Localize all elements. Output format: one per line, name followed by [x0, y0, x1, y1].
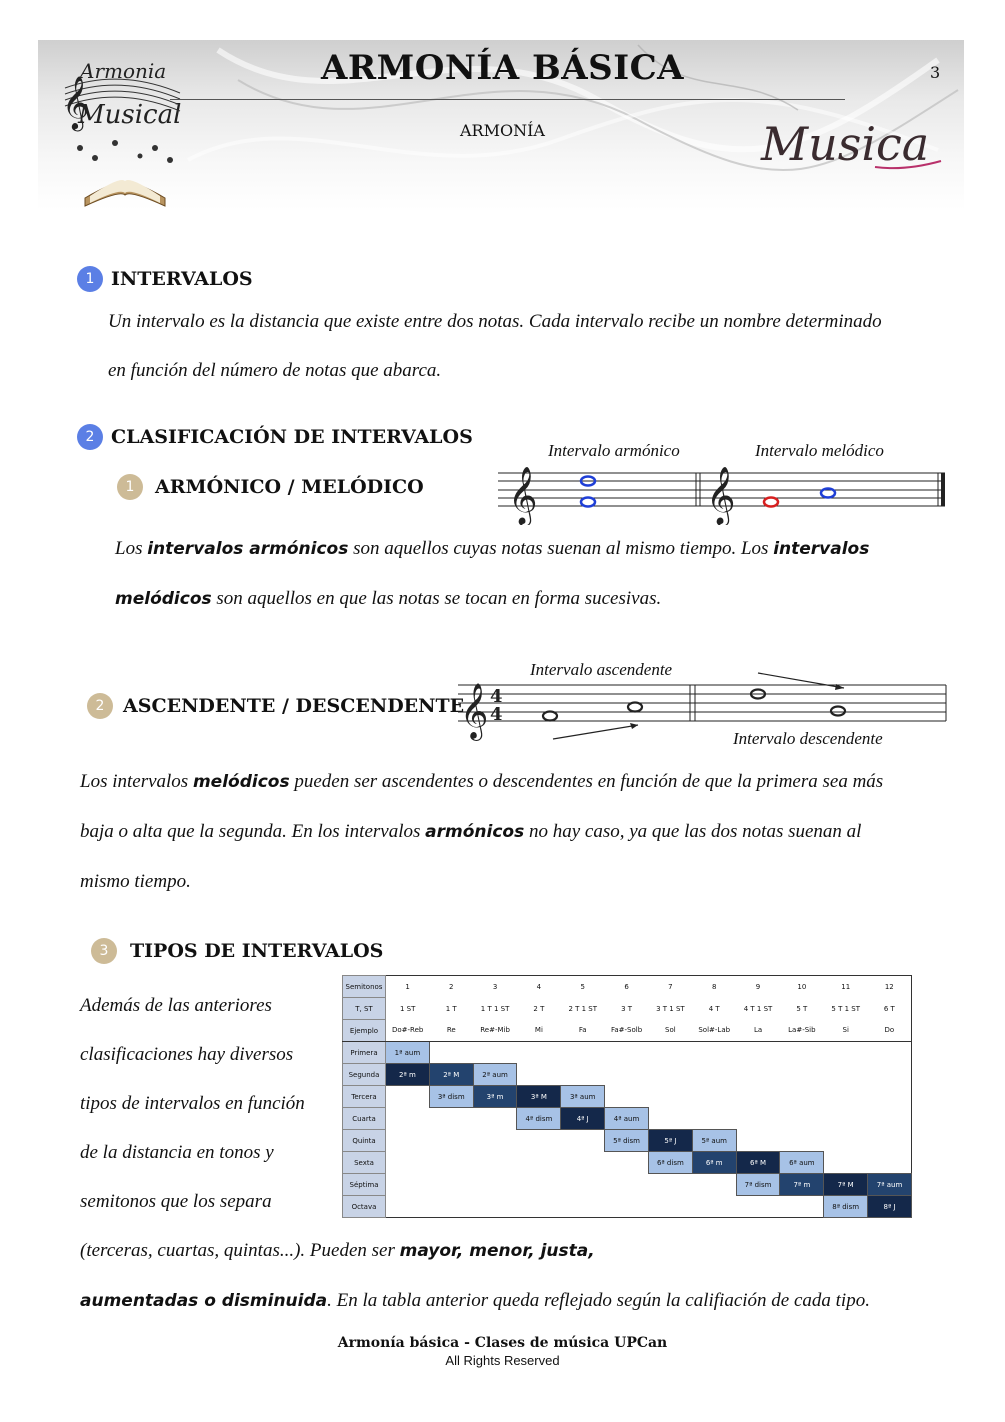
row-header: Cuarta [343, 1108, 386, 1130]
table-cell: 12 [884, 982, 894, 991]
empty-cell [561, 1152, 605, 1174]
note-red [764, 498, 778, 507]
table-row [343, 1174, 912, 1196]
empty-cell [561, 1174, 605, 1196]
empty-cell [824, 1042, 868, 1064]
ascending-arrow [553, 725, 638, 739]
empty-cell [780, 1196, 824, 1218]
svg-text:Musical: Musical [78, 100, 182, 130]
empty-cell [386, 1152, 430, 1174]
time-signature-bottom: 4 [490, 704, 503, 725]
empty-cell [605, 1042, 649, 1064]
empty-cell [736, 1064, 780, 1086]
table-cell: Fa#-Solb [605, 1020, 649, 1042]
empty-cell [692, 1108, 736, 1130]
table-row [343, 998, 912, 1020]
section-1-line-1: Un intervalo es la distancia que existe entre dos notas. Cada intervalo recibe un nombre determinado [108, 311, 882, 332]
empty-cell [648, 1108, 692, 1130]
section-heading-clasificacion: CLASIFICACIÓN DE INTERVALOS [111, 426, 473, 448]
footer-title: Armonía básica - Clases de música UPCan [337, 1335, 668, 1351]
row-header: Sexta [343, 1152, 386, 1174]
table-cell: 1 T [445, 1004, 457, 1013]
subsection-3-text-bottom: (terceras, cuartas, quintas...). Pueden ser mayor, menor, justa, aumentadas o disminuida. En la tabla anterior queda reflejado según la califiación de cada tipo. [80, 1240, 870, 1311]
interval-cell: 2ª m [386, 1064, 430, 1086]
interval-cell: 3ª M [517, 1086, 561, 1108]
interval-cell: 7ª aum [868, 1174, 912, 1196]
table-cell: Re#-Mib [473, 1020, 517, 1042]
interval-cell: 6ª aum [780, 1152, 824, 1174]
row-header: Séptima [343, 1174, 386, 1196]
interval-cell: 4ª J [561, 1108, 605, 1130]
interval-types-table [342, 975, 912, 1218]
table-cell: La [736, 1020, 780, 1042]
empty-cell [429, 1152, 473, 1174]
interval-cell: 7ª M [824, 1174, 868, 1196]
subsection-number-1: 1 [117, 474, 143, 500]
interval-cell: 7ª m [780, 1174, 824, 1196]
empty-cell [386, 1086, 430, 1108]
note-whole [831, 707, 845, 716]
section-1-text [108, 297, 968, 395]
empty-cell [868, 1108, 912, 1130]
row-header: Ejemplo [343, 1020, 386, 1042]
row-header: Segunda [343, 1064, 386, 1086]
interval-cell: 7ª dism [736, 1174, 780, 1196]
treble-clef-icon: 𝄞 [706, 466, 736, 524]
svg-text:𝄞: 𝄞 [62, 75, 90, 129]
empty-cell [868, 1042, 912, 1064]
empty-cell [473, 1174, 517, 1196]
subsection-number-2: 2 [87, 693, 113, 719]
empty-cell [429, 1042, 473, 1064]
empty-cell [824, 1130, 868, 1152]
empty-cell [868, 1152, 912, 1174]
table-cell: Do#-Reb [386, 1020, 430, 1042]
empty-cell [517, 1042, 561, 1064]
table-cell: 1 T 1 ST [480, 1004, 510, 1013]
table-cell: 6 [624, 982, 629, 991]
treble-clef-icon: 𝄞 [508, 466, 538, 524]
empty-cell [692, 1042, 736, 1064]
empty-cell [429, 1108, 473, 1130]
row-header: Octava [343, 1196, 386, 1218]
empty-cell [517, 1064, 561, 1086]
empty-cell [429, 1174, 473, 1196]
subsection-1-text: Los intervalos armónicos son aquellos cuyas notas suenan al mismo tiempo. Los intervalos melódicos son aquellos en que las notas se tocan en forma sucesivas. [115, 538, 870, 609]
empty-cell [692, 1174, 736, 1196]
empty-cell [605, 1064, 649, 1086]
table-cell: 8 [711, 982, 717, 991]
interval-cell: 5ª J [648, 1130, 692, 1152]
interval-cell: 3ª aum [561, 1086, 605, 1108]
table-cell: 2 T [533, 1004, 545, 1013]
interval-cell: 6ª m [692, 1152, 736, 1174]
empty-cell [736, 1042, 780, 1064]
empty-cell [605, 1196, 649, 1218]
interval-cell: 6ª M [736, 1152, 780, 1174]
interval-cell: 8ª J [868, 1196, 912, 1218]
table-row [343, 976, 912, 998]
interval-cell: 3ª m [473, 1086, 517, 1108]
table-row [343, 1064, 912, 1086]
empty-cell [473, 1130, 517, 1152]
empty-cell [736, 1108, 780, 1130]
table-row [343, 1020, 912, 1042]
row-header: T, ST [343, 998, 386, 1020]
section-number-1: 1 [77, 266, 103, 292]
empty-cell [386, 1108, 430, 1130]
interval-cell: 5ª aum [692, 1130, 736, 1152]
empty-cell [561, 1064, 605, 1086]
empty-cell [868, 1130, 912, 1152]
note-blue [581, 498, 595, 507]
label-intervalo-melodico: Intervalo melódico [755, 441, 884, 460]
table-cell: Sol#-Lab [692, 1020, 736, 1042]
row-header: Primera [343, 1042, 386, 1064]
empty-cell [868, 1064, 912, 1086]
table-cell: 2 [449, 982, 454, 991]
table-cell: La#-Sib [780, 1020, 824, 1042]
empty-cell [517, 1152, 561, 1174]
table-cell: 4 T [708, 1004, 720, 1013]
subsection-3-text-left: Además de las anteriores clasificaciones hay diversos tipos de intervalos en función de la distancia en tonos y semitonos que los separa [80, 995, 305, 1212]
row-header: Tercera [343, 1086, 386, 1108]
section-number-2: 2 [77, 424, 103, 450]
table-cell: Do [868, 1020, 912, 1042]
treble-clef-icon: 𝄞 [460, 683, 489, 739]
empty-cell [824, 1108, 868, 1130]
empty-cell [386, 1196, 430, 1218]
note-whole [543, 712, 557, 721]
page-number: 3 [930, 63, 941, 82]
musica-brand-logo [755, 105, 945, 175]
table-cell: Si [824, 1020, 868, 1042]
empty-cell [386, 1130, 430, 1152]
table-row [343, 1130, 912, 1152]
table-cell: 3 [492, 982, 498, 991]
interval-cell: 6ª dism [648, 1152, 692, 1174]
empty-cell [648, 1174, 692, 1196]
interval-cell: 4ª aum [605, 1108, 649, 1130]
empty-cell [780, 1108, 824, 1130]
empty-cell [473, 1108, 517, 1130]
interval-cell: 3ª dism [429, 1086, 473, 1108]
empty-cell [692, 1086, 736, 1108]
interval-cell: 8ª dism [824, 1196, 868, 1218]
table-cell: Re [429, 1020, 473, 1042]
label-intervalo-descendente: Intervalo descendente [733, 729, 883, 748]
note-whole [628, 703, 642, 712]
table-row [343, 1042, 912, 1064]
subsection-heading-ascendente-descendente: ASCENDENTE / DESCENDENTE [123, 695, 465, 717]
table-cell: Fa [561, 1020, 605, 1042]
label-intervalo-ascendente: Intervalo ascendente [530, 660, 673, 679]
empty-cell [736, 1086, 780, 1108]
interval-cell: 5ª dism [605, 1130, 649, 1152]
empty-cell [736, 1130, 780, 1152]
empty-cell [429, 1130, 473, 1152]
empty-cell [824, 1086, 868, 1108]
table-cell: 11 [841, 982, 851, 991]
empty-cell [605, 1086, 649, 1108]
subsection-heading-tipos: TIPOS DE INTERVALOS [130, 940, 384, 962]
empty-cell [780, 1086, 824, 1108]
page-subtitle: ARMONÍA [460, 121, 545, 140]
table-cell: 4 [536, 982, 542, 991]
empty-cell [473, 1042, 517, 1064]
empty-cell [473, 1196, 517, 1218]
empty-cell [517, 1174, 561, 1196]
table-row [343, 1108, 912, 1130]
label-intervalo-armonico: Intervalo armónico [548, 441, 680, 460]
page-title: ARMONÍA BÁSICA [320, 48, 685, 88]
row-header: Semitonos [343, 976, 386, 998]
svg-text:Musica: Musica [761, 117, 930, 171]
table-cell: 4 T 1 ST [743, 1004, 773, 1013]
empty-cell [386, 1174, 430, 1196]
table-cell: Sol [648, 1020, 692, 1042]
section-heading-intervalos: INTERVALOS [111, 268, 253, 290]
table-cell: 1 ST [399, 1004, 416, 1013]
empty-cell [648, 1086, 692, 1108]
empty-cell [824, 1064, 868, 1086]
empty-cell [605, 1152, 649, 1174]
table-cell: 9 [755, 982, 761, 991]
section-1-line-2: en función del número de notas que abarca. [108, 360, 442, 381]
empty-cell [473, 1152, 517, 1174]
table-cell: 3 T 1 ST [656, 1004, 685, 1013]
interval-cell: 4ª dism [517, 1108, 561, 1130]
table-cell: 7 [668, 982, 673, 991]
time-signature-top: 4 [490, 686, 503, 707]
empty-cell [824, 1152, 868, 1174]
table-cell: 6 T [883, 1004, 895, 1013]
table-cell: 5 [580, 982, 585, 991]
empty-cell [736, 1196, 780, 1218]
table-cell: 5 T 1 ST [831, 1004, 860, 1013]
svg-text:Armonia: Armonia [80, 59, 167, 83]
footer-rights: All Rights Reserved [445, 1353, 560, 1368]
table-cell: 1 [405, 982, 410, 991]
empty-cell [780, 1042, 824, 1064]
interval-cell: 2ª M [429, 1064, 473, 1086]
table-cell: 3 T [621, 1004, 633, 1013]
empty-cell [561, 1196, 605, 1218]
empty-cell [780, 1064, 824, 1086]
empty-cell [648, 1042, 692, 1064]
row-header: Quinta [343, 1130, 386, 1152]
staff-armonico-melodico [498, 445, 948, 525]
empty-cell [648, 1064, 692, 1086]
empty-cell [692, 1064, 736, 1086]
subsection-heading-armonico-melodico: ARMÓNICO / MELÓDICO [155, 476, 424, 498]
empty-cell [605, 1174, 649, 1196]
table-row [343, 1196, 912, 1218]
table-row [343, 1086, 912, 1108]
table-cell: 5 T [796, 1004, 808, 1013]
descending-arrow [758, 673, 844, 688]
subsection-2-text: Los intervalos melódicos pueden ser ascendentes o descendentes en función de que la primera sea más baja o alta que la segunda. En los intervalos armónicos no hay caso, ya que las dos notas suenan al mismo tiempo. [80, 771, 884, 892]
table-row [343, 1152, 912, 1174]
empty-cell [561, 1042, 605, 1064]
table-cell: Mi [517, 1020, 561, 1042]
empty-cell [517, 1196, 561, 1218]
empty-cell [780, 1130, 824, 1152]
subsection-number-3: 3 [91, 938, 117, 964]
interval-cell: 1ª aum [386, 1042, 430, 1064]
title-divider [170, 99, 845, 100]
empty-cell [868, 1086, 912, 1108]
table-cell: 2 T 1 ST [568, 1004, 598, 1013]
interval-cell: 2ª aum [473, 1064, 517, 1086]
table-cell: 10 [797, 982, 807, 991]
empty-cell [429, 1196, 473, 1218]
empty-cell [692, 1196, 736, 1218]
empty-cell [561, 1130, 605, 1152]
empty-cell [648, 1196, 692, 1218]
empty-cell [517, 1130, 561, 1152]
